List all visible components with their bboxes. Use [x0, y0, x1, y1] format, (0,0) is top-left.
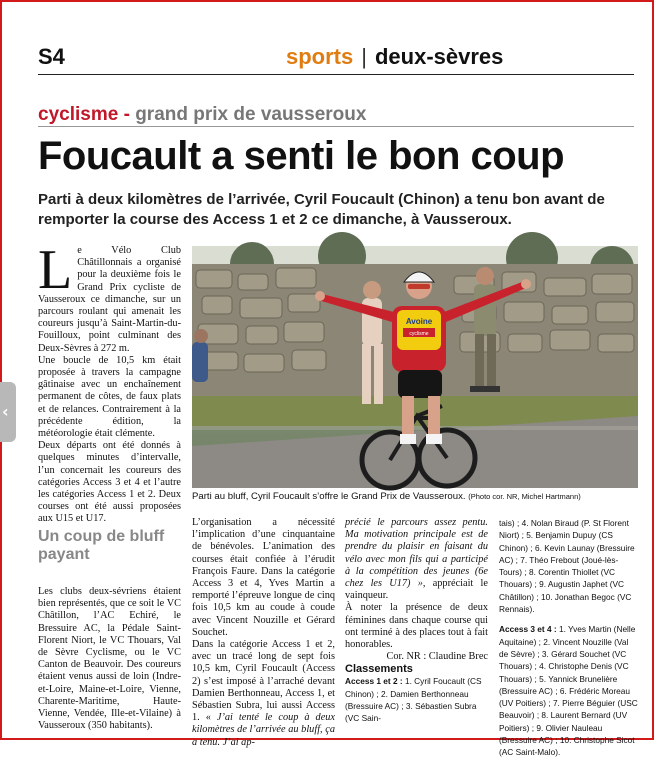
- kicker-category: cyclisme -: [38, 104, 130, 125]
- section-separator: |: [361, 44, 367, 69]
- page-number: S4: [38, 44, 65, 69]
- article-paragraph-2: Une boucle de 10,5 km était proposée à travers la campagne gâtinaise avec un enchaînement permanent de côtes, de faux plats et de relances. Contrairement à la précédente édition, la météorologie était clémente.: [38, 354, 181, 440]
- article-column-4: [499, 517, 639, 759]
- quote-attribution: , appréciait le vainqueur.: [345, 578, 488, 602]
- article-column-1: [38, 239, 181, 526]
- cyclist-photo-illustration: [192, 246, 638, 488]
- article-paragraph-3: Deux départs ont été donnés à quelques minutes d’intervalle, l’un concernait les coureurs des catégories Access 3 et 4 et l’autre les catégories Access 1 et 2. Deux courses ont été aussi proposées aux U15 et U17.: [38, 440, 181, 525]
- spectator-cap: [192, 329, 208, 382]
- article-lead: e Vélo Club Châtillonnais a organisé pour la deuxième fois le Grand Prix cycliste de Vausseroux ce dimanche, sur un parcours roulant qui amenait les coureurs jusqu’à Saint-Martin-du-Fouilloux, point culminant des Deux-Sèvres à 272 m.: [38, 245, 181, 354]
- headline: Foucault a senti le bon coup: [38, 134, 565, 178]
- article-column-1-bottom: [38, 586, 181, 732]
- article-paragraph-6: [192, 639, 335, 749]
- results-access-1-2: [345, 675, 488, 724]
- article-paragraph-6-text: Dans la catégorie Access 1 et 2, avec un tracé long de sept fois 10,5 km, Cyril Foucault (Access 2) s’est imposé à l’arraché devant Damien Berthonneau, Access 1, et Sébastien Subra, lui aussi Access 1. «: [192, 639, 335, 724]
- article-column-3: [345, 517, 488, 725]
- standfirst: Parti à deux kilomètres de l’arrivée, Cyril Foucault (Chinon) a tenu bon avant de remporter la course des Access 1 et 2 ce dimanche, à Vausseroux.: [38, 191, 605, 228]
- kicker: [38, 104, 366, 126]
- article-paragraph-5: L’organisation a nécessité l’implication d’une cinquantaine de bénévoles. L’animation des courses était confiée à l’érudit François Faure. Dans la catégorie Access 3 et 4, Yves Martin a remporté l’épreuve longue de cinq fois 10,5 km au coude à coude avec Vincent Nouzille et Gérard Souchet.: [192, 517, 335, 638]
- section-header: [286, 44, 503, 70]
- photo-caption: [192, 491, 638, 502]
- article-subhead: Un coup de bluff payant: [38, 528, 165, 563]
- results-access-1-2-start: 1. Cyril Foucault (CS Chinon) ; 2. Damien Berthonneau (Bressuire AC) ; 3. Sébastien Subra (VC Sain-: [345, 676, 482, 724]
- results-access-1-2-label: Access 1 et 2 :: [345, 676, 403, 687]
- article-signature: Cor. NR : Claudine Brec: [386, 651, 488, 663]
- photo-caption-text: Parti au bluff, Cyril Foucault s’offre le Grand Prix de Vausseroux.: [192, 491, 466, 502]
- results-access-3-4: [499, 623, 639, 758]
- jersey-subtext: cyclisme: [409, 331, 429, 337]
- results-access-3-4-label: Access 3 et 4 :: [499, 624, 557, 635]
- results-access-3-4-list: 1. Yves Martin (Nelle Aquitaine) ; 2. Vincent Nouzille (Val de Sèvre) ; 3. Gérard Souchet (VC Thouars) ; 4. Christophe Denis (VC Thouars) ; 5. Yannick Brunelière (Bressuire AC) ; 6. Frédéric Moreau (UV Poitiers) ; 7. Pierre Béguier (USC Beauvoir) ; 8. Laurent Bernard (UV Poitiers) ; 9. Olivier Nauleau (Bressuire AC) ; 10. Christophe Sicot (AC Saint-Malo).: [499, 624, 638, 758]
- winner-quote-start: J’ai tenté le coup à deux kilomètres de l’arrivée au bluff, ça a tenu. J’ai ap-: [192, 712, 335, 748]
- kicker-rule: [38, 126, 634, 127]
- article-paragraph-7: À noter la présence de deux féminines dans chaque course qui ont terminé à des places tout à fait honorables.: [345, 602, 488, 651]
- photo-credit: (Photo cor. NR, Michel Hartmann): [468, 492, 581, 501]
- edition-label: deux-sèvres: [374, 44, 504, 69]
- race-photo: [192, 246, 638, 488]
- article-column-2: [192, 517, 335, 749]
- results-heading: Classements: [345, 663, 413, 676]
- jersey-logo: Avoine: [405, 317, 433, 326]
- header-rule: [38, 74, 634, 75]
- chevron-left-icon: ‹: [2, 402, 9, 421]
- section-label: sports: [286, 44, 354, 69]
- results-access-1-2-cont: tais) ; 4. Nolan Biraud (P. St Florent Niort) ; 5. Benjamin Dupuy (CS Chinon) ; 6. Kevin Launay (Bressuire AC) ; 7. Théo Frebout (Joué-lès-Tours) ; 8. Corentin Thiollet (VC Thouars) ; 9. Augustin Japhet (VC Châtillon) ; 10. Jonathan Begoc (VC Rennais).: [499, 518, 635, 615]
- previous-page-button[interactable]: [0, 382, 16, 442]
- kicker-event: grand prix de vausseroux: [135, 104, 367, 125]
- winner-quote-end: précié le parcours assez pentu. Ma motivation principale est de prendre du plaisir en faisant du vélo avec mon fils qui a participé à la compétition des jeunes (6e chez les U17) »: [345, 517, 488, 590]
- drop-cap: L: [38, 239, 73, 301]
- article-paragraph-4: Les clubs deux-sévriens étaient bien représentés, que ce soit le VC Châtillon, l’AC Echiré, le Bressuire AC, la Pédale Saint-Florent Niort, le VC Thouars, Val de Sèvre Cyclisme, ou le VC Canton de Beauvoir. Des coureurs étaient venus aussi de loin (Indre-et-Loire, Maine-et-Loire, Vienne, Charente-Maritime, Haute-Vienne, Vendée, Ille-et-Vilaine) à Vausseroux (350 habitants).: [38, 586, 181, 732]
